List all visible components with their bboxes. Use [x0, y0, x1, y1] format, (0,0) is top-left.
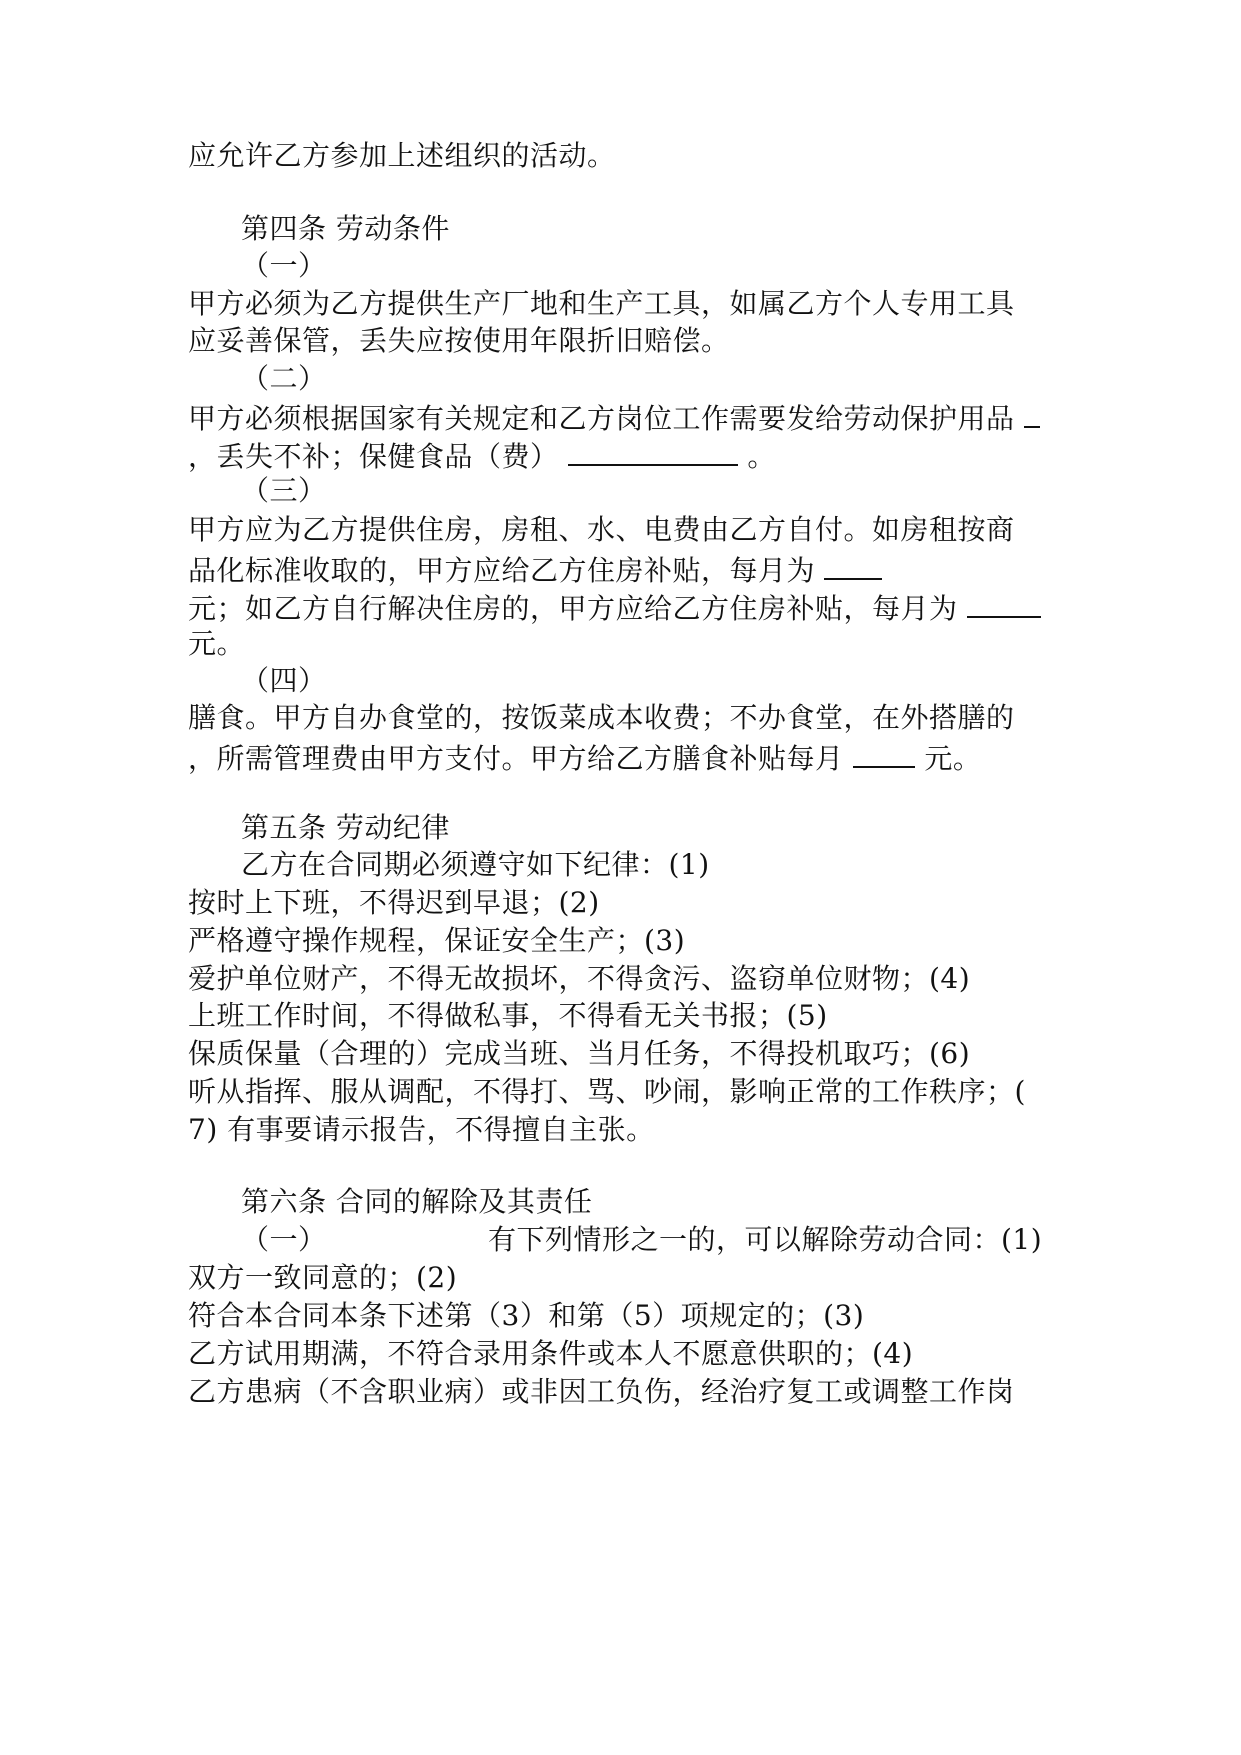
paragraph-line: 应妥善保管，丢失应按使用年限折旧赔偿。 [188, 324, 730, 357]
fill-blank [568, 436, 738, 466]
paragraph-line: 乙方试用期满，不符合录用条件或本人不愿意供职的；(4) [188, 1337, 914, 1370]
paragraph-line: 甲方必须为乙方提供生产厂地和生产工具，如属乙方个人专用工具 [188, 287, 1015, 320]
section-heading-4: 第四条 劳动条件 [241, 212, 450, 245]
fill-blank [853, 738, 915, 768]
fill-blank [1024, 398, 1040, 428]
paragraph-line: 元。 [188, 627, 246, 660]
fill-blank [967, 588, 1041, 618]
paragraph-line: 听从指挥、服从调配，不得打、骂、吵闹，影响正常的工作秩序；( [188, 1075, 1026, 1108]
paragraph-line: 上班工作时间，不得做私事，不得看无关书报；(5) [188, 999, 828, 1032]
paragraph-line: 7) 有事要请示报告，不得擅自主张。 [188, 1113, 655, 1146]
paragraph-line: 符合本合同本条下述第（3）和第（5）项规定的；(3) [188, 1299, 865, 1332]
paragraph-line: 膳食。甲方自办食堂的，按饭菜成本收费；不办食堂，在外搭膳的 [188, 701, 1015, 734]
fill-blank [824, 550, 882, 580]
paragraph-line: 保质保量（合理的）完成当班、当月任务，不得投机取巧；(6) [188, 1037, 971, 1070]
paragraph-line: 乙方患病（不含职业病）或非因工负伤，经治疗复工或调整工作岗 [188, 1375, 1015, 1408]
section-heading-6: 第六条 合同的解除及其责任 [241, 1185, 593, 1218]
section-heading-5: 第五条 劳动纪律 [241, 811, 450, 844]
item-marker: （二） [241, 362, 327, 395]
paragraph-line: 甲方应为乙方提供住房，房租、水、电费由乙方自付。如房租按商 [188, 513, 1015, 546]
paragraph-line: 甲方必须根据国家有关规定和乙方岗位工作需要发给劳动保护用品 [188, 398, 1040, 437]
paragraph-line: 元；如乙方自行解决住房的，甲方应给乙方住房补贴，每月为 [188, 588, 1041, 627]
item-marker: （一） [241, 1223, 327, 1256]
paragraph-line: ，所需管理费由甲方支付。甲方给乙方膳食补贴每月 元。 [188, 738, 981, 777]
paragraph-line: 乙方在合同期必须遵守如下纪律：(1) [241, 848, 710, 881]
paragraph-line: 双方一致同意的；(2) [188, 1261, 458, 1294]
paragraph-line: ，丢失不补；保健食品（费） 。 [188, 436, 776, 475]
paragraph-line: 品化标准收取的，甲方应给乙方住房补贴，每月为 [188, 550, 882, 589]
paragraph-line: 爱护单位财产，不得无故损坏，不得贪污、盗窃单位财物；(4) [188, 962, 971, 995]
item-marker: （四） [241, 664, 327, 697]
paragraph-line: 应允许乙方参加上述组织的活动。 [188, 139, 616, 172]
item-marker: （一） [241, 249, 327, 282]
paragraph-line: 有下列情形之一的，可以解除劳动合同：(1) [488, 1223, 1043, 1256]
paragraph-line: 按时上下班，不得迟到早退；(2) [188, 886, 600, 919]
item-marker: （三） [241, 474, 327, 507]
paragraph-line: 严格遵守操作规程，保证安全生产；(3) [188, 924, 686, 957]
